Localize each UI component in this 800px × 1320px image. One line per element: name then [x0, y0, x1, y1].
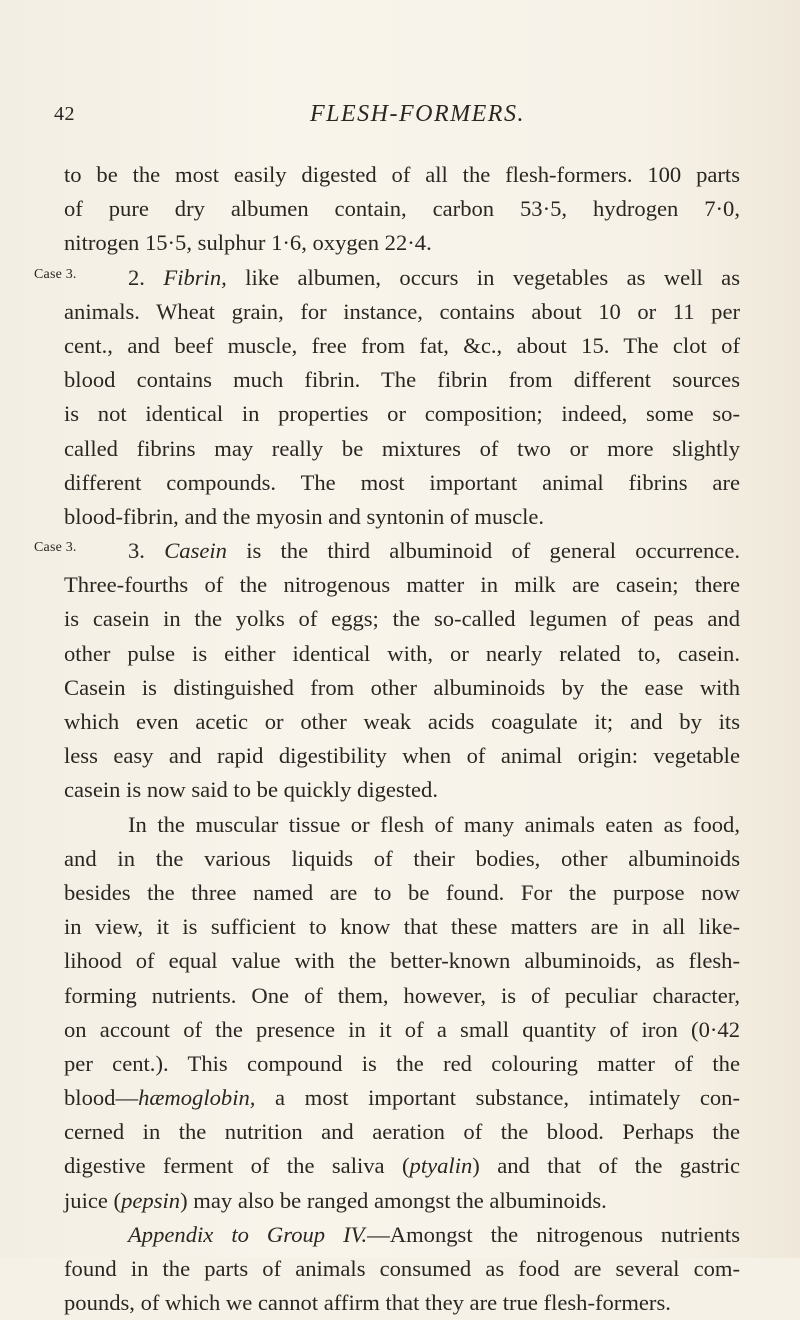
- text-line: of pure dry albumen contain, carbon 53·5, hydrogen 7·0,: [64, 196, 740, 222]
- text-line: is casein in the yolks of eggs; the so-called legumen of peas and: [64, 606, 740, 632]
- text-line: per cent.). This compound is the red colouring matter of the: [64, 1050, 740, 1076]
- text-line: pounds, of which we cannot affirm that they are true flesh-formers.: [64, 1290, 671, 1316]
- text-line: juice (pepsin) may also be ranged amongst the albuminoids.: [64, 1187, 607, 1213]
- text-line: in view, it is sufficient to know that these matters are in all like-: [64, 914, 740, 940]
- margin-note: Case 3.: [34, 540, 77, 556]
- text-line: to be the most easily digested of all the flesh-formers. 100 parts: [64, 162, 740, 187]
- text-line: is not identical in properties or composition; indeed, some so-: [64, 401, 740, 427]
- text-line: other pulse is either identical with, or nearly related to, casein.: [64, 640, 740, 666]
- text-line: called fibrins may really be mixtures of two or more slightly: [64, 435, 740, 461]
- text-line: digestive ferment of the saliva (ptyalin) and that of the gastric: [64, 1153, 740, 1179]
- body-text: [34, 158, 741, 1320]
- text-line: besides the three named are to be found. For the purpose now: [64, 879, 740, 905]
- page-number: 42: [54, 103, 75, 125]
- text-line: different compounds. The most important animal fibrins are: [64, 469, 740, 495]
- text-line: and in the various liquids of their bodies, other albuminoids: [64, 845, 740, 871]
- text-line: cerned in the nutrition and aeration of the blood. Perhaps the: [64, 1119, 740, 1145]
- text-line: blood—hæmoglobin, a most important substance, intimately con-: [64, 1085, 740, 1111]
- text-line: casein is now said to be quickly digested.: [64, 777, 438, 803]
- text-line: cent., and beef muscle, free from fat, &c., about 15. The clot of: [64, 332, 740, 358]
- page-header: [0, 103, 800, 137]
- text-line: Case 3. 2. Fibrin, like albumen, occurs in vegetables as well as: [34, 264, 741, 290]
- text-line: found in the parts of animals consumed as food are several com-: [64, 1256, 740, 1281]
- text-line: nitrogen 15·5, sulphur 1·6, oxygen 22·4.: [64, 230, 432, 256]
- text-line: on account of the presence in it of a small quantity of iron (0·42: [64, 1016, 740, 1042]
- text-line: blood-fibrin, and the myosin and syntonin of muscle.: [64, 503, 545, 529]
- text-line: which even acetic or other weak acids coagulate it; and by its: [64, 709, 740, 734]
- running-head: FLESH-FORMERS.: [310, 101, 525, 127]
- text-line: Appendix to Group IV.—Amongst the nitrogenous nutrients: [128, 1221, 740, 1247]
- text-line: forming nutrients. One of them, however, is of peculiar character,: [64, 982, 740, 1008]
- text-line: Case 3. 3. Casein is the third albuminoid of general occurrence.: [34, 538, 740, 564]
- text-line: animals. Wheat grain, for instance, contains about 10 or 11 per: [64, 298, 740, 324]
- text-line: lihood of equal value with the better-known albuminoids, as flesh-: [64, 948, 740, 974]
- text-line: blood contains much fibrin. The fibrin from different sources: [64, 367, 740, 393]
- margin-note: Case 3.: [34, 266, 77, 282]
- text-line: Three-fourths of the nitrogenous matter in milk are casein; there: [64, 572, 740, 598]
- text-line: Casein is distinguished from other albuminoids by the ease with: [64, 674, 740, 700]
- text-line: In the muscular tissue or flesh of many animals eaten as food,: [128, 811, 740, 837]
- text-line: less easy and rapid digestibility when of animal origin: vegetable: [64, 743, 740, 769]
